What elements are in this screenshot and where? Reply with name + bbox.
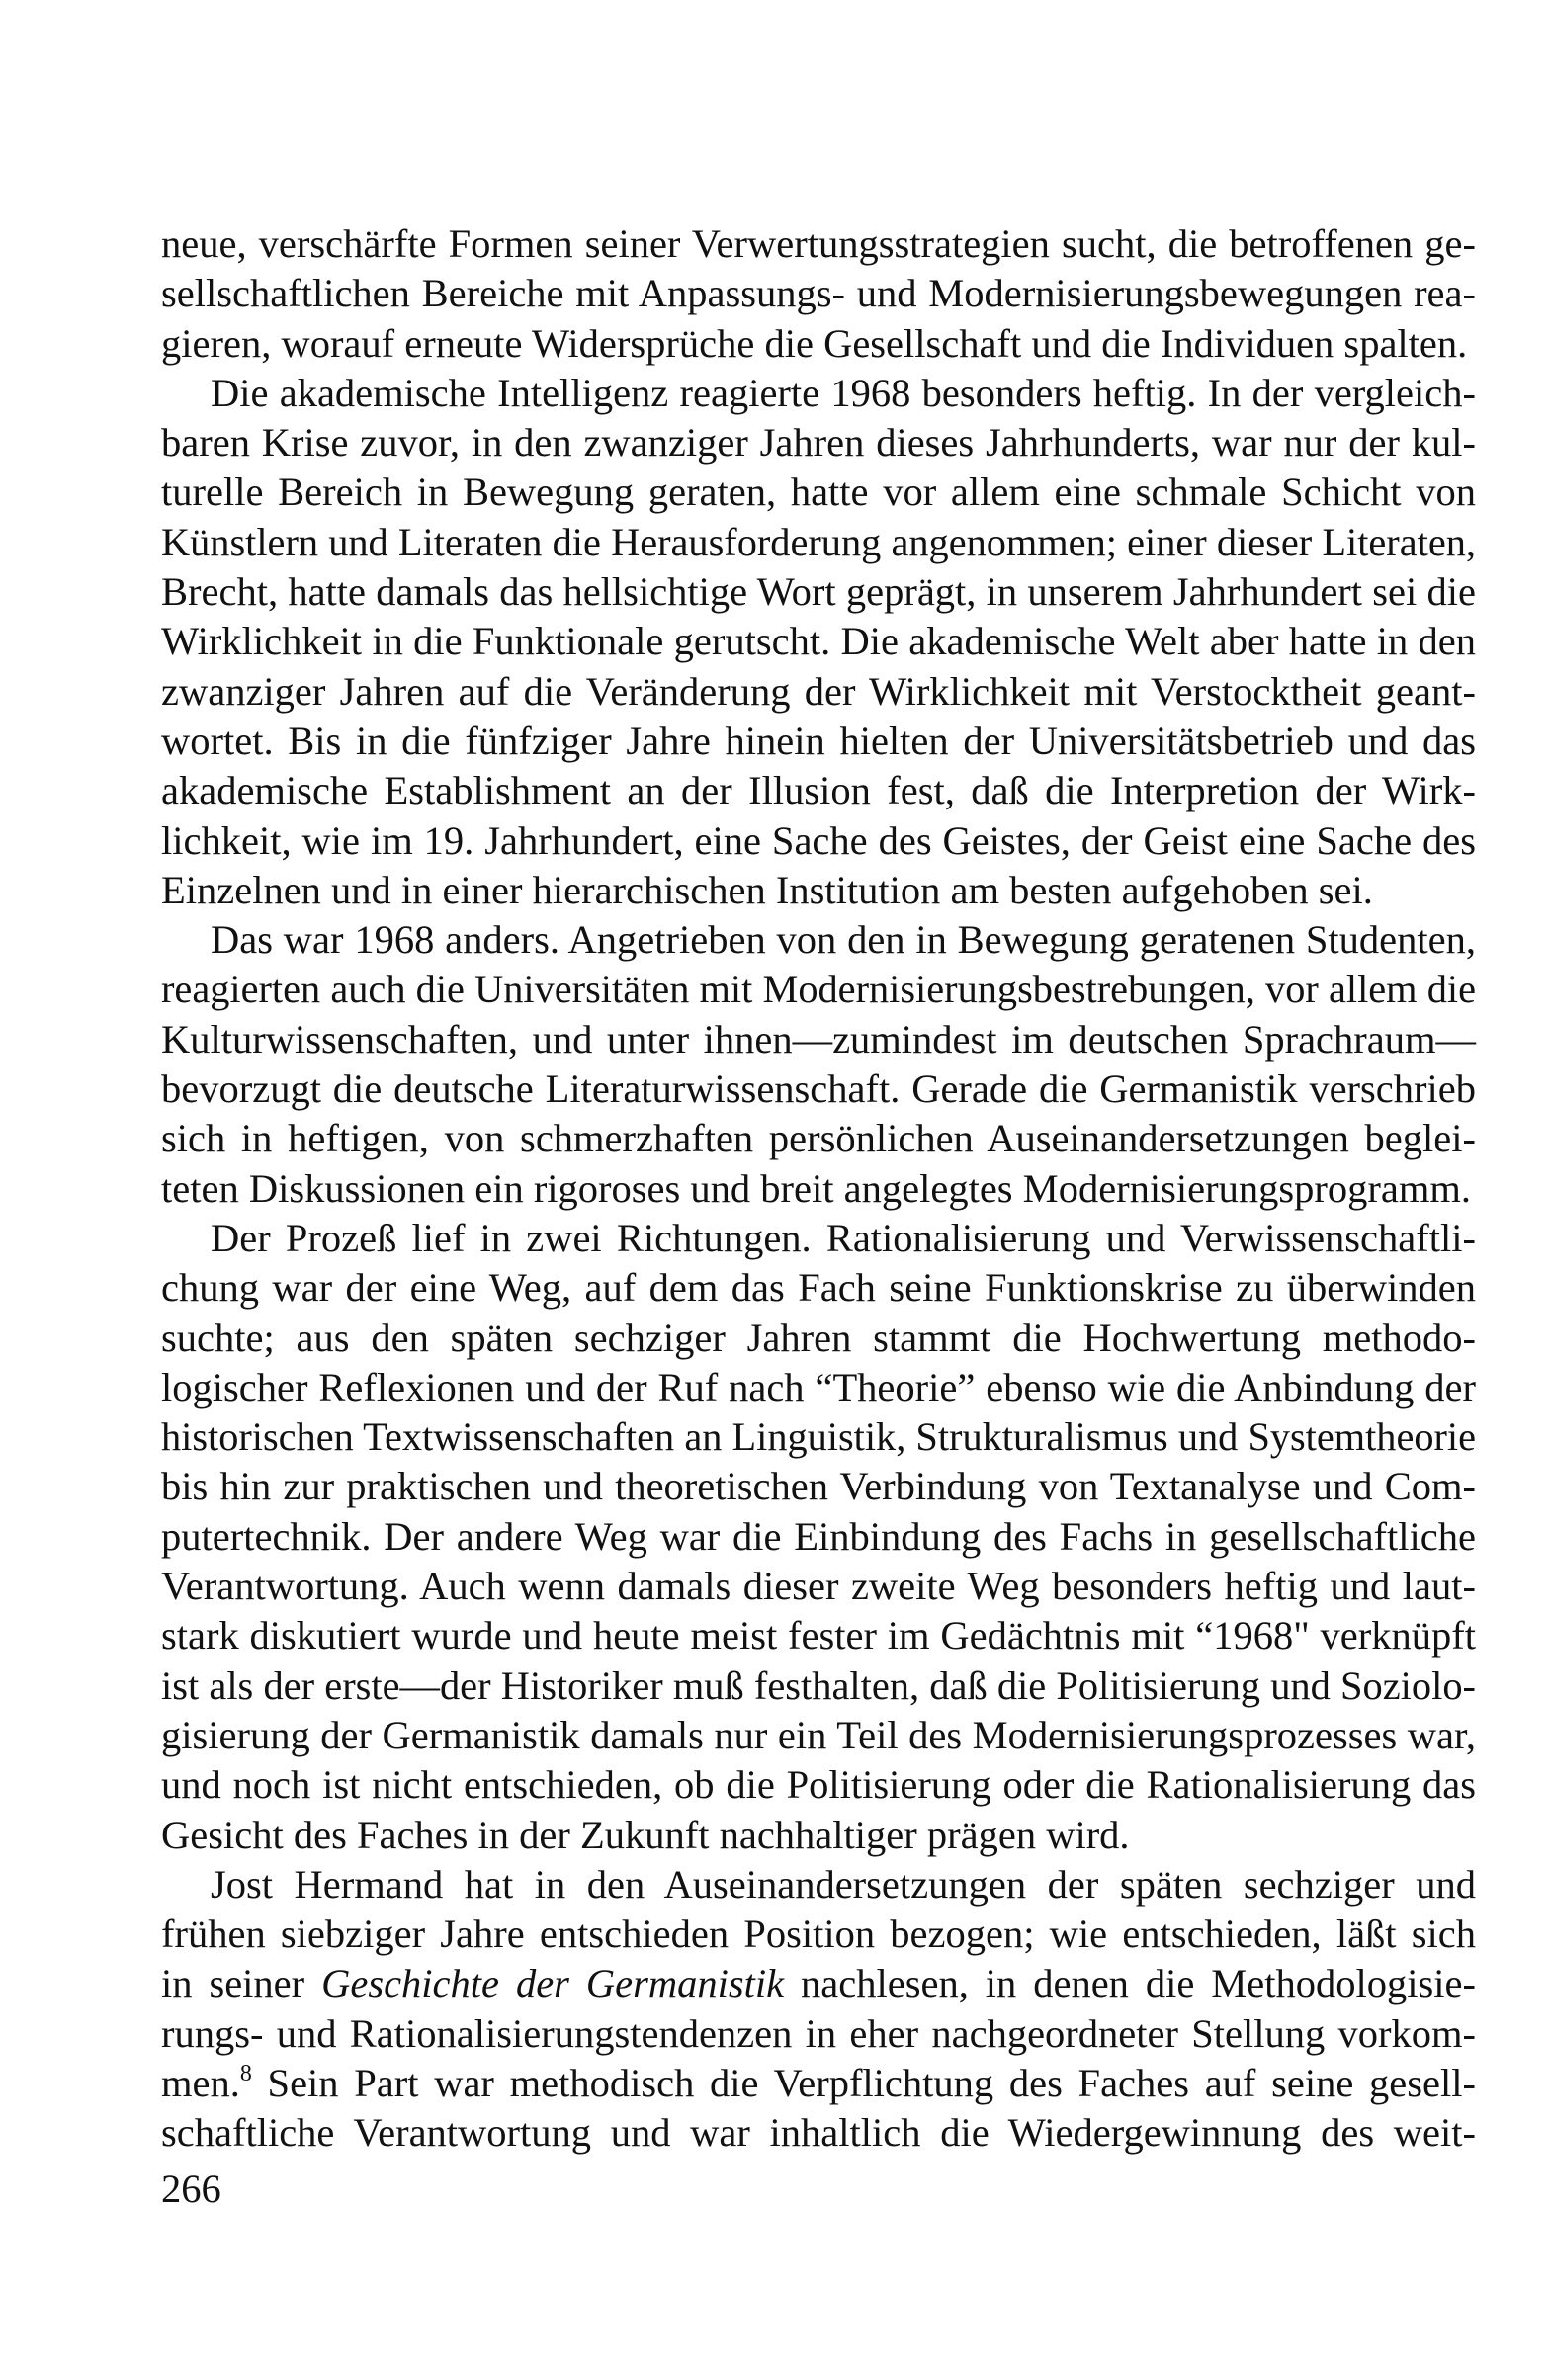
paragraph-5 [161, 1860, 1476, 2159]
text-line: Gesicht des Faches in der Zukunft nachhaltiger prägen wird. [161, 1812, 1130, 1857]
body-text [161, 219, 1476, 2159]
text-line: reagierten auch die Universitäten mit Modernisierungsbestrebungen, vor allem die [161, 967, 1476, 1012]
text-line: bevorzugt die deutsche Literaturwissenschaft. Gerade die Germanistik verschrieb [161, 1066, 1476, 1112]
text-line: neue, verschärfte Formen seiner Verwertungsstrategien sucht, die betroffenen ge- [161, 221, 1476, 266]
text-line: teten Diskussionen ein rigoroses und breit angelegtes Modernisierungsprogramm. [161, 1165, 1471, 1211]
book-title: Geschichte der Germanistik [321, 1961, 785, 2006]
text-line: Die akademische Intelligenz reagierte 1968 besonders heftig. In der vergleich- [211, 370, 1476, 415]
text-line-with-title [161, 1959, 1476, 2008]
text-segment: nachlesen, in denen die Methodologisie- [784, 1961, 1476, 2006]
text-line: Künstlern und Literaten die Herausforderung angenommen; einer dieser Literaten, [161, 519, 1476, 564]
text-line: Brecht, hatte damals das hellsichtige Wort geprägt, in unserem Jahrhundert sei die [161, 569, 1476, 615]
text-line: stark diskutiert wurde und heute meist fester im Gedächtnis mit “1968" verknüpft [161, 1613, 1476, 1658]
text-line: Wirklichkeit in die Funktionale gerutscht. Die akademische Welt aber hatte in den [161, 619, 1476, 664]
paragraph-4 [161, 1214, 1476, 1860]
paragraph-3 [161, 915, 1476, 1214]
text-line: wortet. Bis in die fünfziger Jahre hinein hielten der Universitätsbetrieb und das [161, 718, 1476, 763]
text-segment: Sein Part war methodisch die Verpflichtung des Faches auf seine gesell- [251, 2060, 1476, 2105]
text-line: ist als der erste—der Historiker muß festhalten, daß die Politisierung und Soziolo- [161, 1662, 1476, 1708]
paragraph-2 [161, 369, 1476, 915]
text-line: und noch ist nicht entschieden, ob die Politisierung oder die Rationalisierung das [161, 1762, 1476, 1808]
text-line: putertechnik. Der andere Weg war die Einbindung des Fachs in gesellschaftliche [161, 1513, 1476, 1559]
paragraph-1 [161, 219, 1476, 369]
text-line: suchte; aus den späten sechziger Jahren stammt die Hochwertung methodo- [161, 1315, 1476, 1360]
text-line: Jost Hermand hat in den Auseinandersetzungen der späten sechziger und [211, 1861, 1476, 1907]
text-line: gieren, worauf erneute Widersprüche die Gesellschaft und die Individuen spalten. [161, 320, 1468, 366]
footnote-marker: 8 [239, 2060, 252, 2086]
text-line: turelle Bereich in Bewegung geraten, hatte vor allem eine schmale Schicht von [161, 469, 1476, 515]
text-line: Einzelnen und in einer hierarchischen Institution am besten aufgehoben sei. [161, 867, 1373, 912]
text-line: akademische Establishment an der Illusion fest, daß die Interpretion der Wirk- [161, 768, 1476, 813]
text-line: historischen Textwissenschaften an Linguistik, Strukturalismus und Systemtheorie [161, 1414, 1476, 1460]
text-line: rungs- und Rationalisierungstendenzen in eher nachgeordneter Stellung vorkom- [161, 2010, 1476, 2056]
text-line: sellschaftlichen Bereiche mit Anpassungs- und Modernisierungsbewegungen rea- [161, 271, 1476, 316]
text-line: zwanziger Jahren auf die Veränderung der Wirklichkeit mit Verstocktheit geant- [161, 668, 1476, 714]
text-line: logischer Reflexionen und der Ruf nach “Theorie” ebenso wie die Anbindung der [161, 1364, 1476, 1409]
text-line: frühen siebziger Jahre entschieden Position bezogen; wie entschieden, läßt sich [161, 1912, 1476, 1957]
text-line: Verantwortung. Auch wenn damals dieser zweite Weg besonders heftig und laut- [161, 1564, 1476, 1609]
text-line: Der Prozeß lief in zwei Richtungen. Rationalisierung und Verwissenschaftli- [211, 1215, 1476, 1260]
text-line-with-footnote [161, 2059, 1476, 2108]
text-line: Das war 1968 anders. Angetrieben von den in Bewegung geratenen Studenten, [211, 917, 1476, 963]
text-line: gisierung der Germanistik damals nur ein Teil des Modernisierungsprozesses war, [161, 1712, 1476, 1757]
text-line: sich in heftigen, von schmerzhaften persönlichen Auseinandersetzungen beglei- [161, 1116, 1476, 1161]
text-segment: men. [161, 2060, 240, 2105]
text-line: Kulturwissenschaften, und unter ihnen—zumindest im deutschen Sprachraum— [161, 1016, 1476, 1062]
text-segment: in seiner [161, 1961, 322, 2006]
text-line: schaftliche Verantwortung und war inhaltlich die Wiedergewinnung des weit- [161, 2110, 1476, 2156]
page-number: 266 [161, 2167, 221, 2211]
text-line: lichkeit, wie im 19. Jahrhundert, eine Sache des Geistes, der Geist eine Sache des [161, 817, 1476, 863]
text-line: baren Krise zuvor, in den zwanziger Jahren dieses Jahrhunderts, war nur der kul- [161, 420, 1476, 466]
text-line: chung war der eine Weg, auf dem das Fach seine Funktionskrise zu überwinden [161, 1265, 1476, 1311]
text-line: bis hin zur praktischen und theoretischen Verbindung von Textanalyse und Com- [161, 1464, 1476, 1509]
